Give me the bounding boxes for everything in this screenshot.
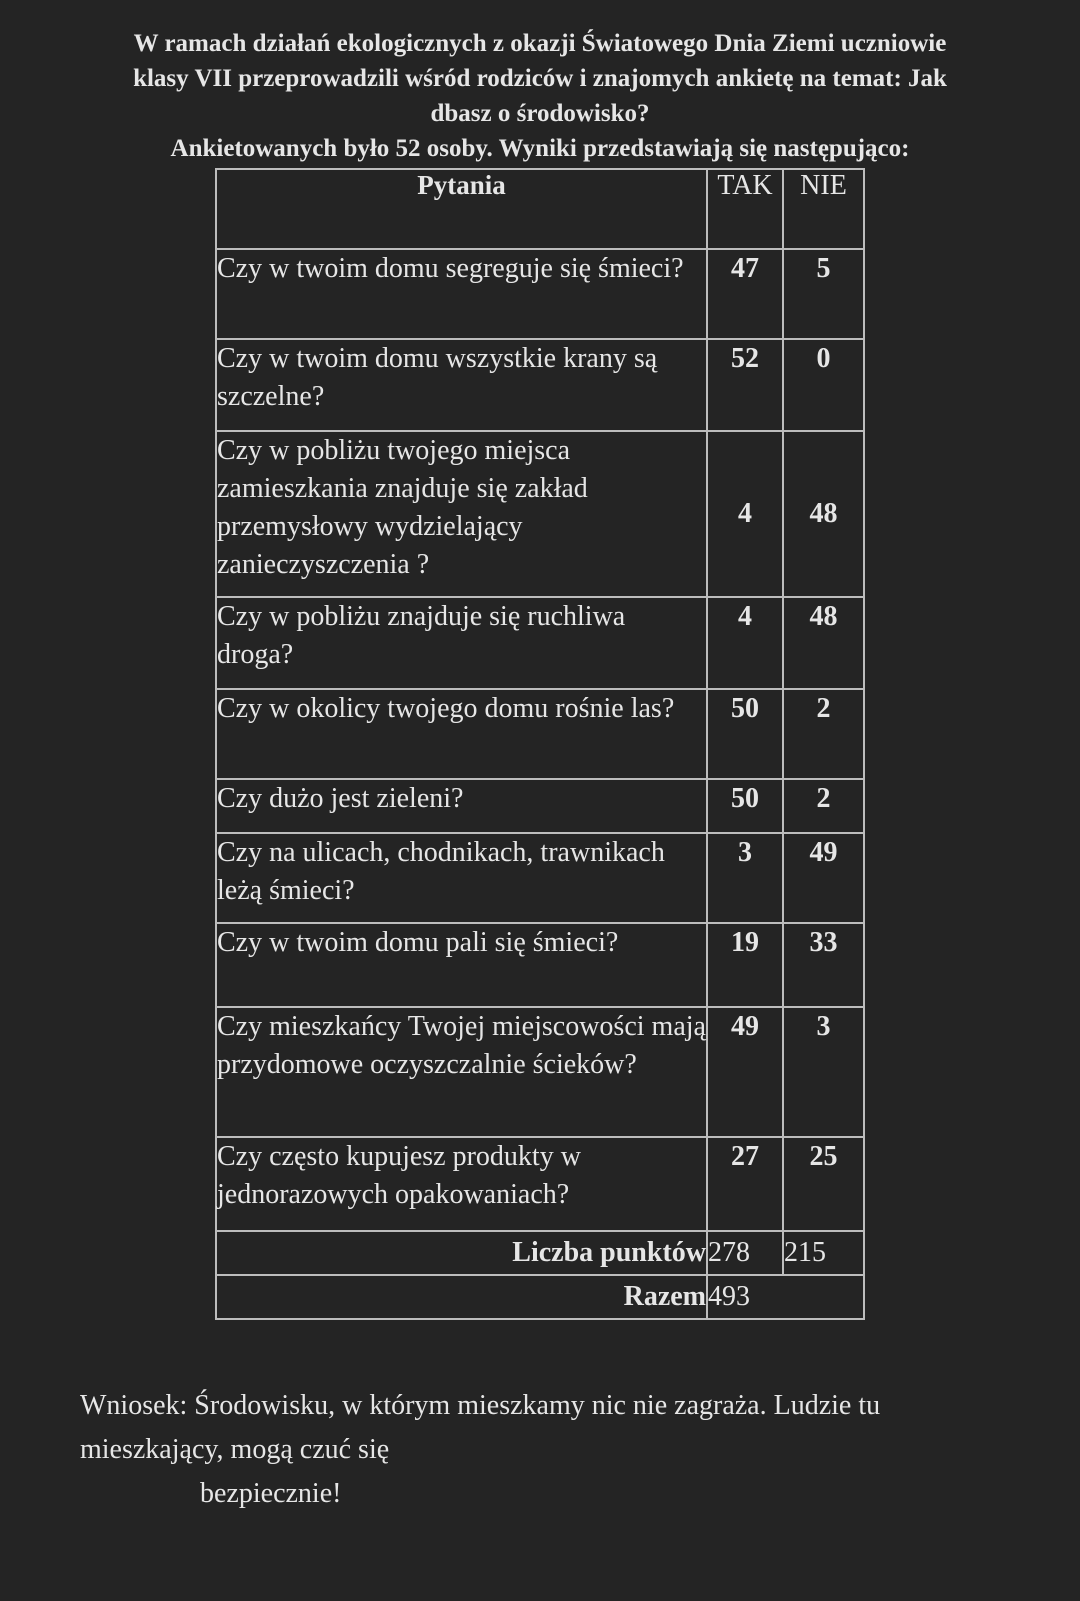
no-count-cell: 48 — [783, 431, 864, 597]
no-count-cell: 49 — [783, 833, 864, 923]
conclusion-line-1: Wniosek: Środowisku, w którym mieszkamy nic nie zagraża. Ludzie tu — [80, 1390, 881, 1421]
no-count-cell: 25 — [783, 1137, 864, 1231]
yes-count-cell: 49 — [707, 1007, 783, 1137]
yes-count-cell: 3 — [707, 833, 783, 923]
question-cell: Czy w twoim domu segreguje się śmieci? — [216, 249, 707, 339]
intro-line-1: W ramach działań ekologicznych z okazji Światowego Dnia Ziemi uczniowie — [133, 30, 947, 57]
question-cell: Czy często kupujesz produkty w jednorazowych opakowaniach? — [216, 1137, 707, 1231]
table-header-row — [216, 169, 864, 249]
table-row — [216, 431, 864, 597]
conclusion-text — [80, 1384, 980, 1516]
yes-count-cell: 52 — [707, 339, 783, 431]
table-row — [216, 1137, 864, 1231]
points-no-total: 215 — [783, 1231, 864, 1275]
yes-count-cell: 4 — [707, 431, 783, 597]
table-row — [216, 689, 864, 779]
yes-count-cell: 19 — [707, 923, 783, 1007]
question-cell: Czy w pobliżu znajduje się ruchliwa droga? — [216, 597, 707, 689]
points-label: Liczba punktów — [216, 1231, 707, 1275]
table-row — [216, 833, 864, 923]
question-cell: Czy w twoim domu wszystkie krany są szczelne? — [216, 339, 707, 431]
yes-count-cell: 4 — [707, 597, 783, 689]
intro-text — [80, 26, 1000, 166]
table-row — [216, 597, 864, 689]
header-no: NIE — [783, 169, 864, 249]
question-cell: Czy w okolicy twojego domu rośnie las? — [216, 689, 707, 779]
conclusion-line-3: bezpiecznie! — [200, 1478, 342, 1509]
total-row — [216, 1275, 864, 1319]
no-count-cell: 33 — [783, 923, 864, 1007]
total-label: Razem — [216, 1275, 707, 1319]
question-cell: Czy w twoim domu pali się śmieci? — [216, 923, 707, 1007]
header-question: Pytania — [216, 169, 707, 249]
header-yes: TAK — [707, 169, 783, 249]
yes-count-cell: 50 — [707, 779, 783, 833]
table-row — [216, 339, 864, 431]
yes-count-cell: 27 — [707, 1137, 783, 1231]
no-count-cell: 2 — [783, 779, 864, 833]
table-row — [216, 923, 864, 1007]
total-value: 493 — [707, 1275, 864, 1319]
no-count-cell: 0 — [783, 339, 864, 431]
no-count-cell: 3 — [783, 1007, 864, 1137]
points-row — [216, 1231, 864, 1275]
table-row — [216, 1007, 864, 1137]
table-row — [216, 249, 864, 339]
survey-table — [215, 168, 865, 1320]
intro-line-3: dbasz o środowisko? — [430, 100, 650, 127]
question-cell: Czy dużo jest zieleni? — [216, 779, 707, 833]
points-yes-total: 278 — [707, 1231, 783, 1275]
question-cell: Czy na ulicach, chodnikach, trawnikach leżą śmieci? — [216, 833, 707, 923]
question-cell: Czy w pobliżu twojego miejsca zamieszkania znajduje się zakład przemysłowy wydzielający zanieczyszczenia ? — [216, 431, 707, 597]
no-count-cell: 5 — [783, 249, 864, 339]
no-count-cell: 48 — [783, 597, 864, 689]
yes-count-cell: 47 — [707, 249, 783, 339]
question-cell: Czy mieszkańcy Twojej miejscowości mają przydomowe oczyszczalnie ścieków? — [216, 1007, 707, 1137]
no-count-cell: 2 — [783, 689, 864, 779]
yes-count-cell: 50 — [707, 689, 783, 779]
table-row — [216, 779, 864, 833]
intro-line-2: klasy VII przeprowadzili wśród rodziców i znajomych ankietę na temat: Jak — [133, 65, 947, 92]
conclusion-line-2: mieszkający, mogą czuć się — [80, 1434, 390, 1465]
intro-line-4: Ankietowanych było 52 osoby. Wyniki przedstawiają się następująco: — [170, 135, 910, 162]
